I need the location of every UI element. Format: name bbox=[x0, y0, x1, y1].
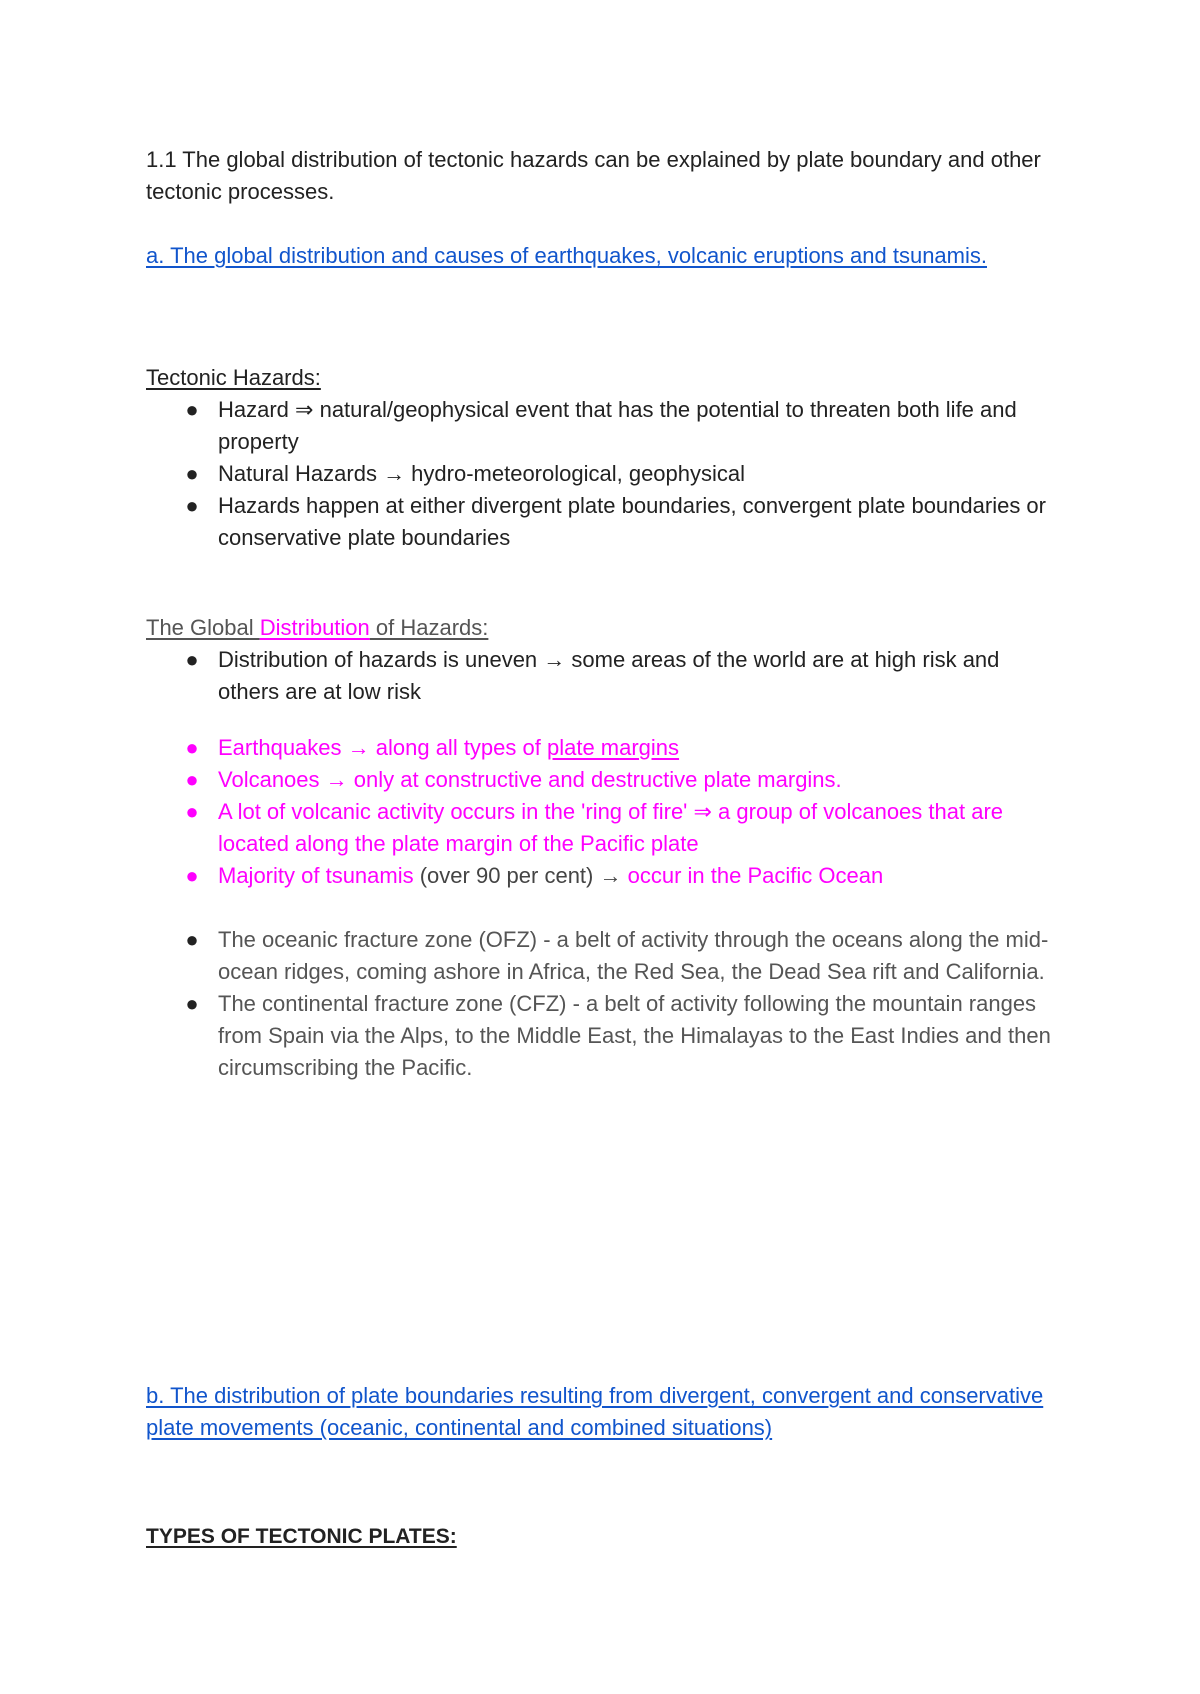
global-distribution-title-part1: The Global bbox=[146, 615, 260, 640]
tectonic-hazards-title-text: Tectonic Hazards: bbox=[146, 365, 321, 390]
global-distribution-title bbox=[146, 612, 1066, 644]
bullet-icon: ● bbox=[185, 863, 199, 888]
tsunamis-text-a: Majority of tsunamis bbox=[218, 863, 420, 888]
ring-of-fire-text: A lot of volcanic activity occurs in the 'ring of fire' ⇒ a group of volcanoes that are located along the plate margin of the Pacific plate bbox=[218, 799, 1004, 856]
list-item bbox=[146, 860, 1066, 892]
bullet-icon: ● bbox=[185, 767, 199, 792]
heading-b[interactable] bbox=[146, 1380, 1066, 1444]
list-item-text: Natural Hazards → hydro-meteorological, geophysical bbox=[218, 461, 746, 486]
list-item bbox=[146, 732, 1066, 764]
bullet-icon: ● bbox=[185, 647, 199, 672]
cfz-text: The continental fracture zone (CFZ) - a belt of activity following the mountain ranges from Spain via the Alps, to the Middle East, the Himalayas to the East Indies and then circumscribing the Pacific. bbox=[218, 991, 1051, 1080]
list-item bbox=[146, 924, 1066, 988]
list-item bbox=[146, 796, 1066, 860]
list-item bbox=[146, 458, 1066, 490]
distribution-list-2 bbox=[146, 732, 1066, 892]
global-distribution-title-part2: Distribution bbox=[259, 615, 370, 640]
tectonic-hazards-list bbox=[146, 394, 1066, 554]
distribution-list-3 bbox=[146, 924, 1066, 1084]
bullet-icon: ● bbox=[185, 397, 199, 422]
bullet-icon: ● bbox=[185, 991, 199, 1016]
tectonic-hazards-title bbox=[146, 362, 1066, 394]
bullet-icon: ● bbox=[185, 493, 199, 518]
bullet-icon: ● bbox=[185, 735, 199, 760]
heading-a[interactable] bbox=[146, 240, 1066, 272]
tsunamis-text-c: occur in the Pacific Ocean bbox=[627, 863, 884, 888]
global-distribution-title-part3: of Hazards: bbox=[369, 615, 489, 640]
ofz-text: The oceanic fracture zone (OFZ) - a belt of activity through the oceans along the mid-ocean ridges, coming ashore in Africa, the Red Sea, the Dead Sea rift and California. bbox=[218, 927, 1049, 984]
volcanoes-text: Volcanoes → only at constructive and destructive plate margins. bbox=[218, 767, 842, 792]
heading-b-link[interactable]: b. The distribution of plate boundaries resulting from divergent, convergent and conservative plate movements (oceanic, continental and combined situations) bbox=[146, 1383, 1044, 1440]
types-heading bbox=[146, 1520, 1066, 1553]
distribution-list-1 bbox=[146, 644, 1066, 708]
earthquakes-text: Earthquakes → along all types of bbox=[218, 735, 547, 760]
list-item bbox=[146, 764, 1066, 796]
bullet-icon: ● bbox=[185, 799, 199, 824]
list-item-text: Hazards happen at either divergent plate boundaries, convergent plate boundaries or conservative plate boundaries bbox=[218, 493, 1046, 550]
section-title: 1.1 The global distribution of tectonic hazards can be explained by plate boundary and other tectonic processes. bbox=[146, 147, 1041, 204]
list-item-text: Distribution of hazards is uneven → some areas of the world are at high risk and others are at low risk bbox=[218, 647, 1000, 704]
tsunamis-text-b: (over 90 per cent) → bbox=[419, 863, 628, 888]
list-item bbox=[146, 988, 1066, 1084]
list-item bbox=[146, 644, 1066, 708]
heading-a-link[interactable]: a. The global distribution and causes of earthquakes, volcanic eruptions and tsunamis. bbox=[146, 243, 987, 268]
bullet-icon: ● bbox=[185, 461, 199, 486]
plate-margins-text: plate margins bbox=[546, 735, 680, 760]
list-item bbox=[146, 490, 1066, 554]
list-item bbox=[146, 394, 1066, 458]
types-heading-text: TYPES OF TECTONIC PLATES: bbox=[146, 1525, 457, 1548]
bullet-icon: ● bbox=[185, 927, 199, 952]
list-item-text: Hazard ⇒ natural/geophysical event that has the potential to threaten both life and property bbox=[218, 397, 1017, 454]
